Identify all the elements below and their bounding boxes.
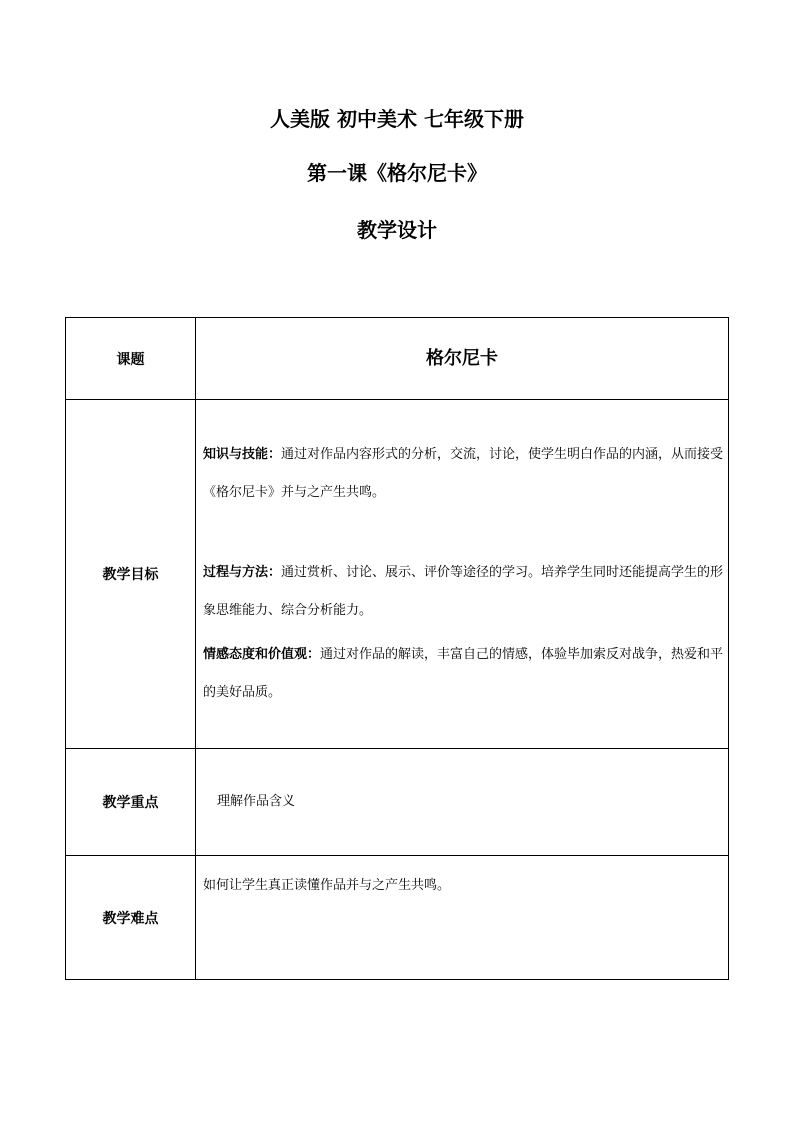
objective-knowledge xyxy=(196,436,728,512)
difficulty-value: 如何让学生真正读懂作品并与之产生共鸣。 xyxy=(203,878,451,893)
subject-cell xyxy=(196,318,729,400)
difficulty-label: 教学难点 xyxy=(66,856,196,980)
document-title: 人美版 初中美术 七年级下册 xyxy=(270,107,524,131)
table-row-difficulty xyxy=(66,856,729,980)
subject-value: 格尔尼卡 xyxy=(426,347,498,369)
document-subtitle: 教学设计 xyxy=(357,218,437,242)
focus-label: 教学重点 xyxy=(66,749,196,856)
table-row-focus xyxy=(66,749,729,856)
focus-cell xyxy=(196,749,729,856)
objective-attitude xyxy=(196,636,728,712)
objectives-label: 教学目标 xyxy=(66,400,196,749)
lesson-design-table xyxy=(65,317,729,980)
subject-label: 课题 xyxy=(66,318,196,400)
objective-knowledge-text: 通过对作品内容形式的分析，交流，讨论，使学生明白作品的内涵，从而接受《格尔尼卡》并与之产生共鸣。 xyxy=(203,447,724,500)
objective-process xyxy=(196,554,728,630)
objective-attitude-text: 通过对作品的解读，丰富自己的情感，体验毕加索反对战争，热爱和平的美好品质。 xyxy=(203,647,724,700)
table-row-objectives xyxy=(66,400,729,749)
objectives-cell xyxy=(196,400,729,749)
objective-attitude-heading: 情感态度和价值观： xyxy=(203,647,321,662)
focus-value: 理解作品含义 xyxy=(217,794,296,809)
objective-process-heading: 过程与方法： xyxy=(203,565,282,580)
table-row-subject xyxy=(66,318,729,400)
objective-process-text: 通过赏析、讨论、展示、评价等途径的学习。培养学生同时还能提高学生的形象思维能力、综合分析能力。 xyxy=(203,565,724,618)
lesson-title: 第一课《格尔尼卡》 xyxy=(307,161,487,185)
difficulty-cell xyxy=(196,856,729,980)
paragraph-spacer xyxy=(196,512,728,554)
objective-knowledge-heading: 知识与技能： xyxy=(203,447,282,462)
